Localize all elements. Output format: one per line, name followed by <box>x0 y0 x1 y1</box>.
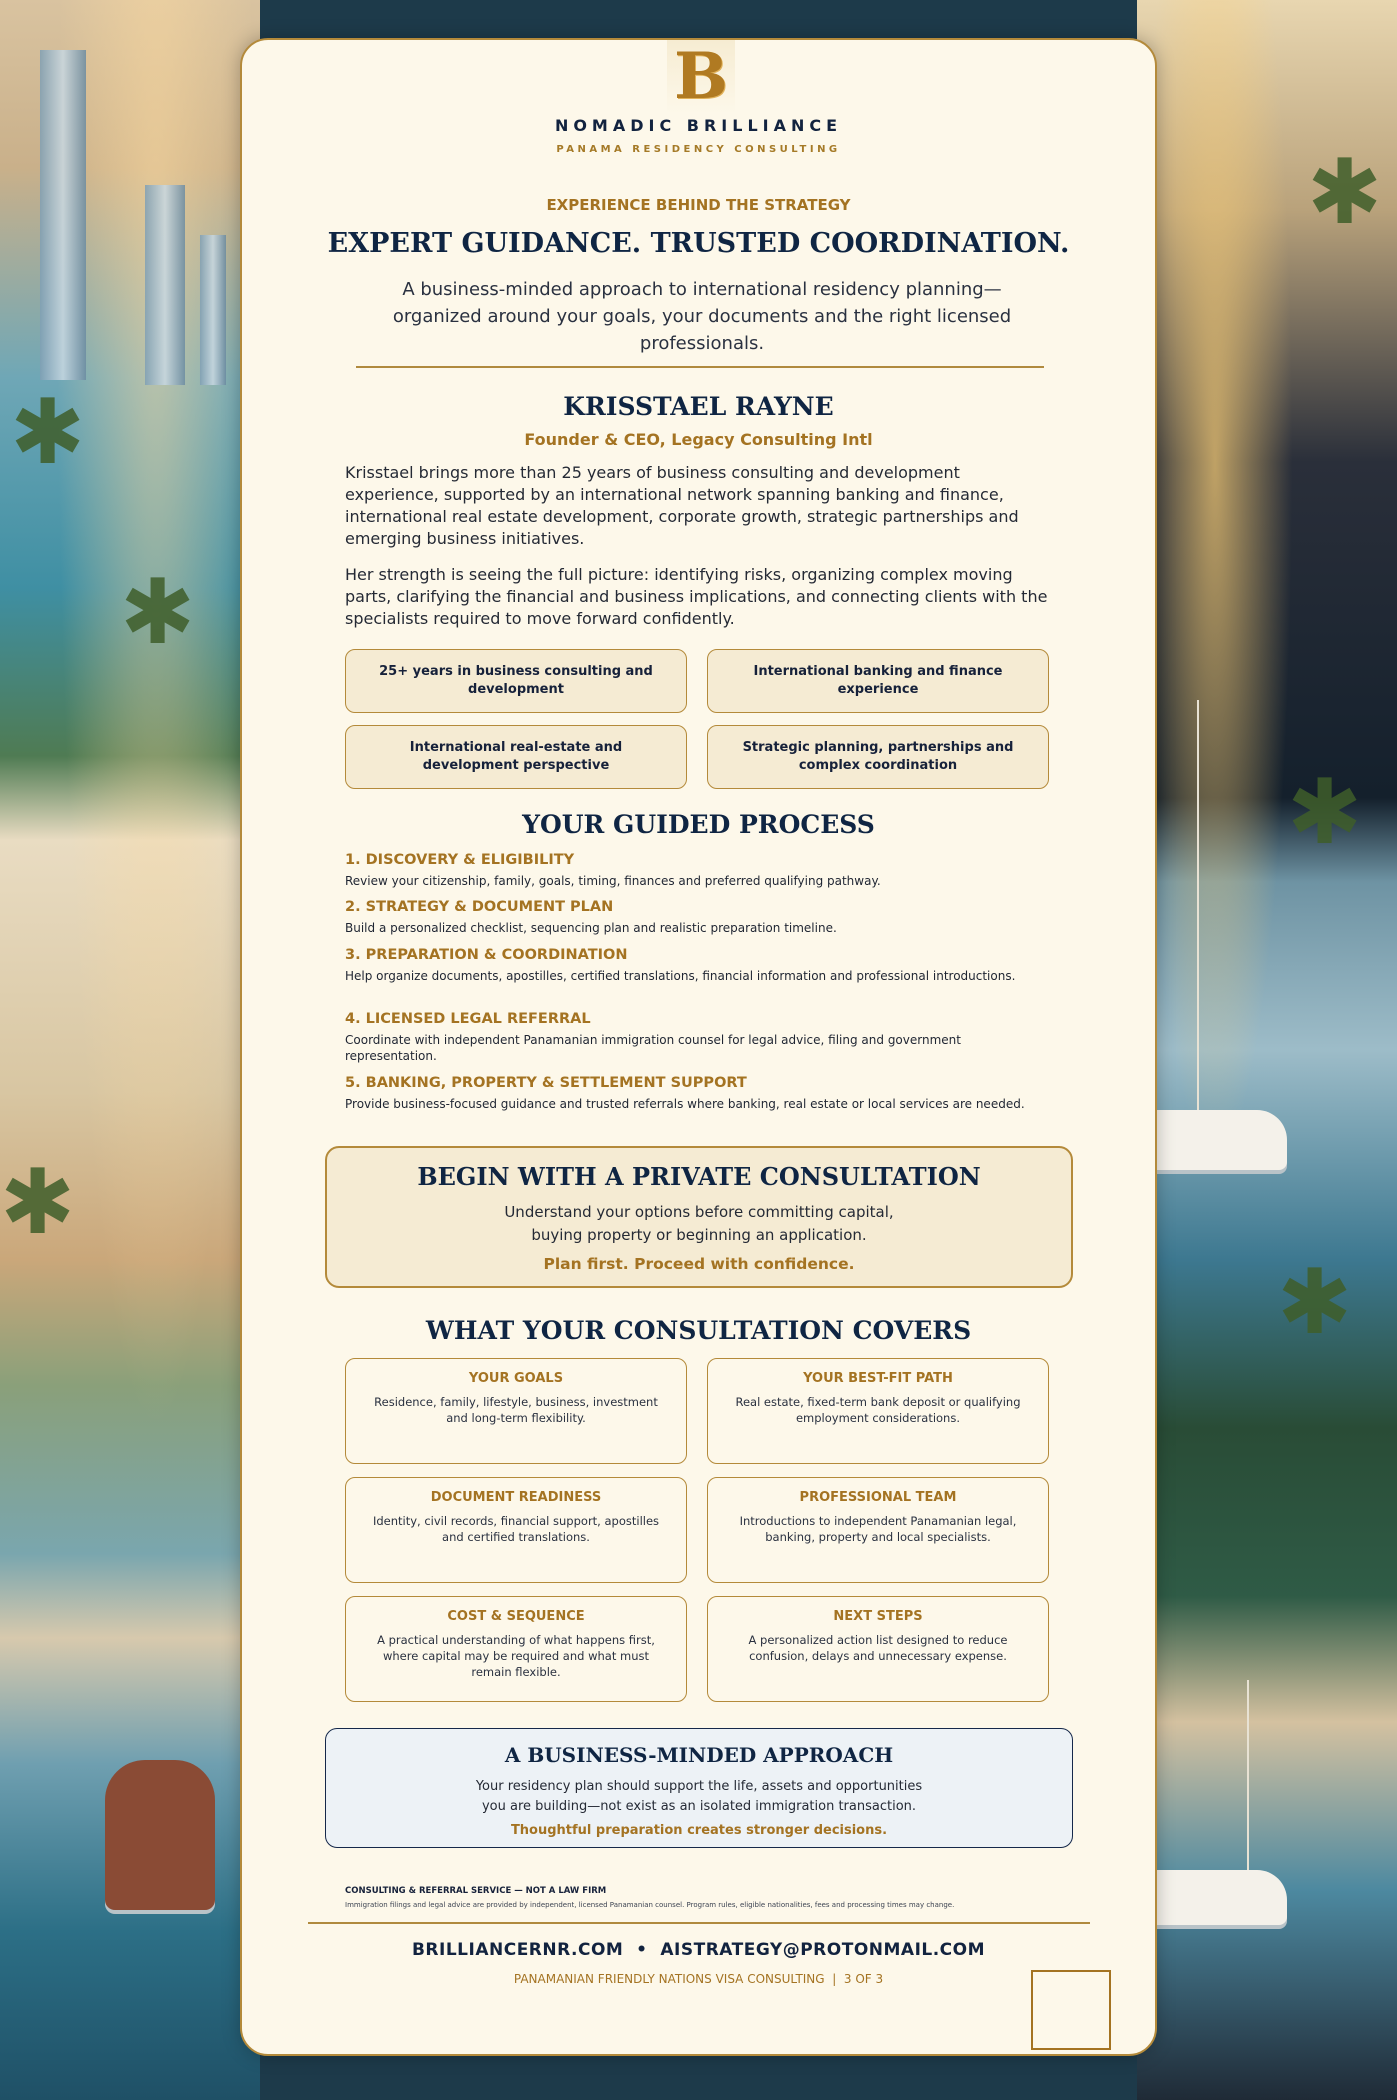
step-description: Build a personalized checklist, sequencing plan and realistic preparation timeline. <box>345 921 837 935</box>
cta-text: buying property or beginning an application. <box>531 1226 867 1244</box>
brand-tagline: PANAMA RESIDENCY CONSULTING <box>556 144 841 155</box>
step-title: 1. DISCOVERY & ELIGIBILITY <box>345 852 575 868</box>
cover-card <box>345 1596 687 1702</box>
step-title: 5. BANKING, PROPERTY & SETTLEMENT SUPPORT <box>345 1075 747 1091</box>
cover-card <box>345 1477 687 1583</box>
step-description: Help organize documents, apostilles, certified translations, financial information and professional introductions. <box>345 969 1016 983</box>
cover-title: DOCUMENT READINESS <box>430 1490 602 1505</box>
founder-bio-paragraph: Her strength is seeing the full picture: identifying risks, organizing complex moving parts, clarifying the financial and business implications, and connecting clients with the specialists required to move forward confidently. <box>345 565 1048 628</box>
skyscraper-left-1 <box>40 50 86 380</box>
step-description: Review your citizenship, family, goals, timing, finances and preferred qualifying pathway. <box>345 874 881 888</box>
cover-card <box>345 1358 687 1464</box>
disclaimer-text: Immigration filings and legal advice are provided by independent, licensed Panamanian counsel. Program rules, eligible nationalities, fees and processing times may change. <box>345 1901 955 1909</box>
cta-title: BEGIN WITH A PRIVATE CONSULTATION <box>417 1162 981 1191</box>
corner-frame <box>1031 1970 1111 2050</box>
palm-tree-left-2: ✱ <box>120 560 196 665</box>
sailboat-mast-1 <box>1197 700 1199 1120</box>
cover-card <box>707 1477 1049 1583</box>
step-title: 4. LICENSED LEGAL REFERRAL <box>345 1011 591 1027</box>
skyscraper-left-3 <box>200 235 226 385</box>
process-step <box>345 1011 1055 1064</box>
process-step <box>345 947 1055 984</box>
founder-role: Founder & CEO, Legacy Consulting Intl <box>524 430 873 449</box>
covers-title: WHAT YOUR CONSULTATION COVERS <box>425 1316 972 1345</box>
divider-bottom <box>308 1922 1090 1924</box>
hero-headline: EXPERT GUIDANCE. TRUSTED COORDINATION. <box>327 228 1070 259</box>
process-step <box>345 1075 1055 1112</box>
cover-card <box>707 1596 1049 1702</box>
brand-name: NOMADIC BRILLIANCE <box>554 116 843 135</box>
founder-name: KRISSTAEL RAYNE <box>563 392 834 421</box>
background-photo-left <box>0 0 260 2100</box>
logo-monogram: B <box>673 39 729 114</box>
palm-tree-right-2: ✱ <box>1287 760 1363 865</box>
cargo-ship <box>105 1760 215 1910</box>
step-title: 2. STRATEGY & DOCUMENT PLAN <box>345 899 614 915</box>
step-description: Provide business-focused guidance and trusted referrals where banking, real estate or local services are needed. <box>345 1097 1025 1111</box>
step-description: Coordinate with independent Panamanian immigration counsel for legal advice, filing and government representation. <box>345 1033 961 1063</box>
cover-title: PROFESSIONAL TEAM <box>799 1490 957 1505</box>
motor-yacht-2 <box>1147 1870 1287 1925</box>
approach-panel <box>325 1728 1073 1848</box>
cover-description: A practical understanding of what happens first, where capital may be required and what must remain flexible. <box>377 1633 655 1679</box>
divider-top <box>356 366 1044 368</box>
background-photo-right <box>1137 0 1397 2100</box>
cover-title: NEXT STEPS <box>833 1609 923 1624</box>
process-title: YOUR GUIDED PROCESS <box>522 810 875 839</box>
approach-tagline: Thoughtful preparation creates stronger decisions. <box>510 1823 888 1838</box>
palm-tree-left-1: ✱ <box>10 380 86 485</box>
cta-text: Understand your options before committing capital, <box>504 1203 894 1221</box>
credential-badge: International real-estate and development perspective <box>345 725 687 789</box>
cover-title: YOUR BEST-FIT PATH <box>803 1371 953 1386</box>
founder-bio-paragraph: Krisstael brings more than 25 years of business consulting and development experience, supported by an international network spanning banking and finance, international real estate development, corporate growth, strategic partnerships and emerging business initiatives. <box>345 463 1019 548</box>
process-step <box>345 852 1055 889</box>
flyer-card <box>240 38 1157 2056</box>
cover-description: Identity, civil records, financial support, apostilles and certified translations. <box>372 1514 660 1544</box>
cover-description: Real estate, fixed-term bank deposit or qualifying employment considerations. <box>735 1395 1021 1425</box>
cover-description: Residence, family, lifestyle, business, investment and long-term flexibility. <box>374 1395 658 1425</box>
palm-tree-right-3: ✱ <box>1277 1250 1353 1355</box>
step-title: 3. PREPARATION & COORDINATION <box>345 947 628 963</box>
approach-text: Your residency plan should support the life, assets and opportunities <box>475 1779 923 1794</box>
process-step <box>345 899 1055 936</box>
contact-line: BRILLIANCERNR.COM • AISTRATEGY@PROTONMAIL.COM <box>411 1940 986 1960</box>
credential-badge: 25+ years in business consulting and development <box>345 649 687 713</box>
cover-description: A personalized action list designed to reduce confusion, delays and unnecessary expense. <box>748 1633 1008 1663</box>
palm-tree-right-1: ✱ <box>1307 140 1383 245</box>
hero-eyebrow: EXPERIENCE BEHIND THE STRATEGY <box>546 196 851 214</box>
palm-tree-left-3: ✱ <box>0 1150 76 1255</box>
cover-title: COST & SEQUENCE <box>447 1609 585 1624</box>
credential-badge: Strategic planning, partnerships and complex coordination <box>707 725 1049 789</box>
approach-title: A BUSINESS-MINDED APPROACH <box>504 1743 894 1767</box>
skyscraper-left-2 <box>145 185 185 385</box>
hero-intro: A business-minded approach to international residency planning—organized around your goals, your documents and the right licensed professionals. <box>392 279 1012 354</box>
approach-text: you are building—not exist as an isolated immigration transaction. <box>481 1799 917 1814</box>
cover-card <box>707 1358 1049 1464</box>
consultation-cta-panel <box>325 1146 1073 1288</box>
credential-badge: International banking and finance experience <box>707 649 1049 713</box>
brand-logo <box>667 40 735 114</box>
cover-description: Introductions to independent Panamanian legal, banking, property and local specialists. <box>739 1514 1017 1544</box>
cover-title: YOUR GOALS <box>468 1371 564 1386</box>
sailboat-mast-2 <box>1247 1680 1249 1880</box>
footer-tagline: PANAMANIAN FRIENDLY NATIONS VISA CONSULTING | 3 OF 3 <box>513 1972 884 1986</box>
cta-tagline: Plan first. Proceed with confidence. <box>543 1255 855 1273</box>
motor-yacht-1 <box>1147 1110 1287 1170</box>
disclaimer-title: CONSULTING & REFERRAL SERVICE — NOT A LAW FIRM <box>345 1886 607 1896</box>
